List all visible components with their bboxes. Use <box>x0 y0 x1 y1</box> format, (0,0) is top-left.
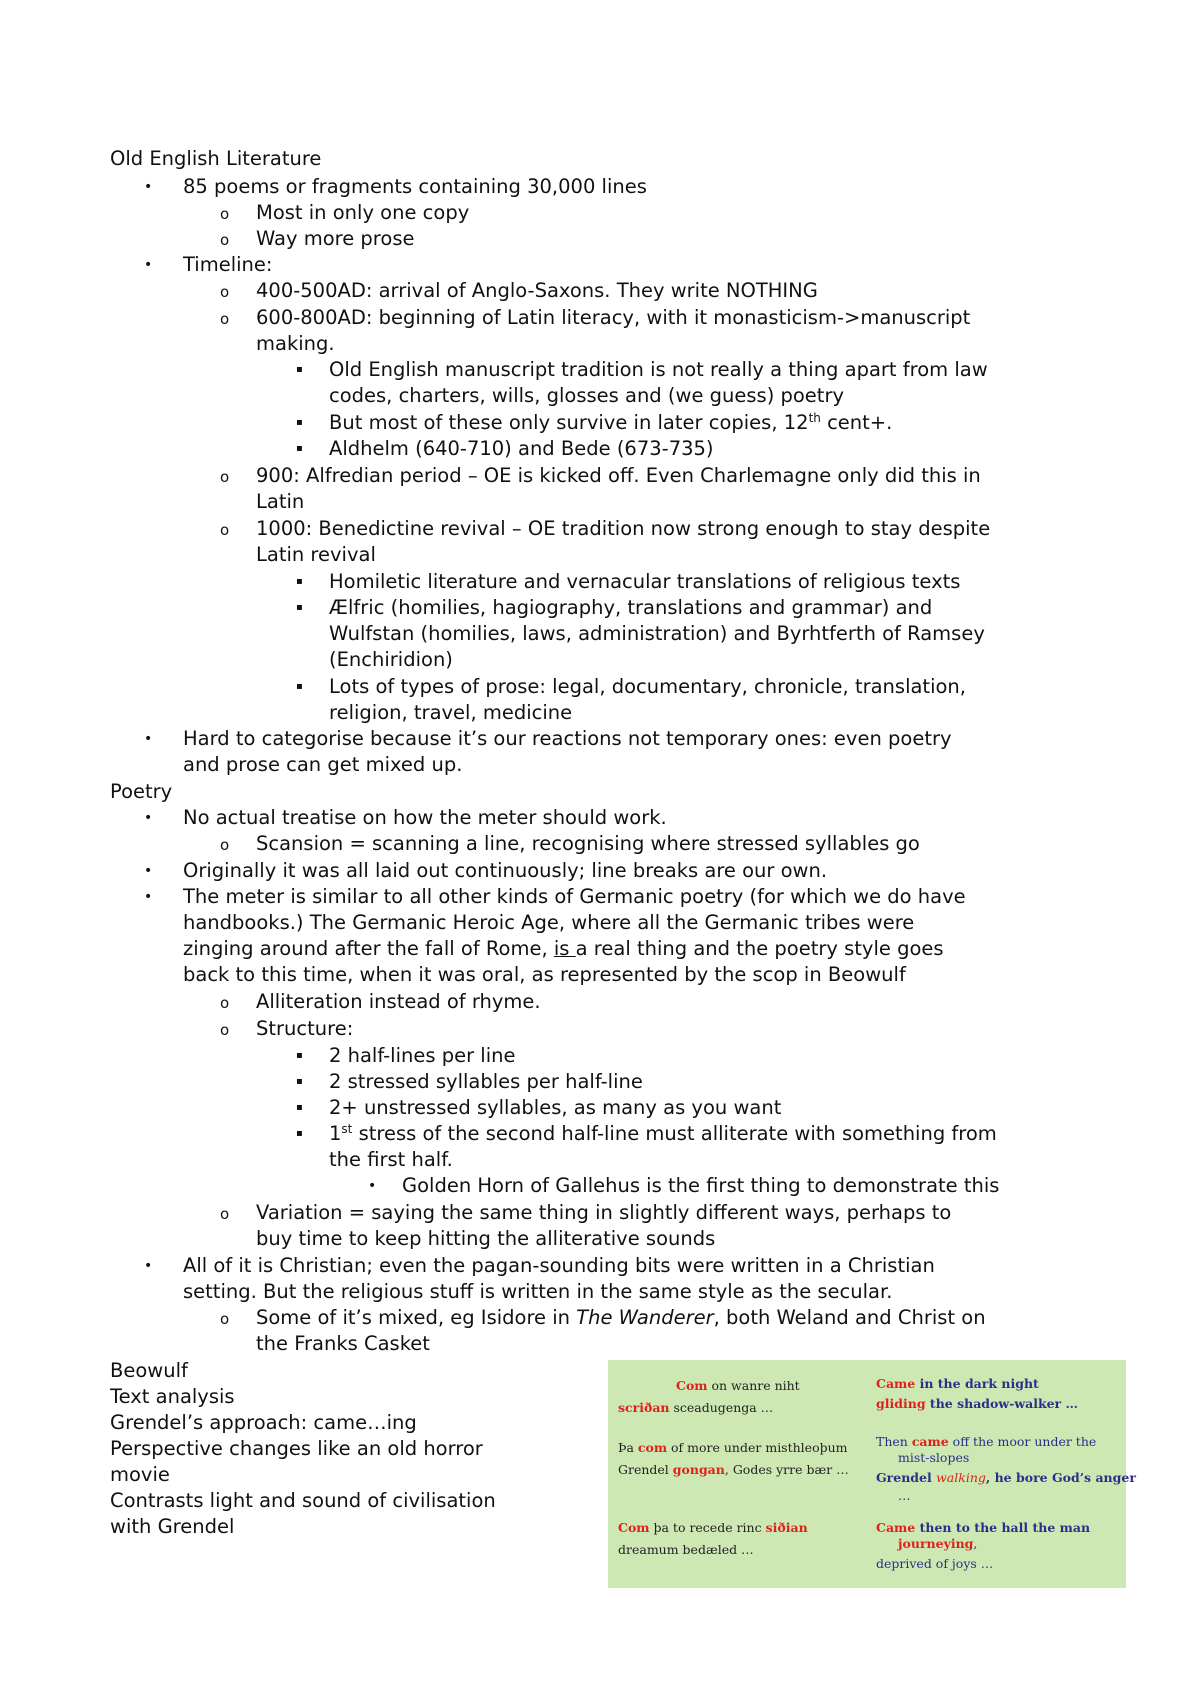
oe-line: Timeline: <box>183 253 273 276</box>
poetry-line: 2+ unstressed syllables, as many as you want <box>329 1096 782 1119</box>
beowulf-line: with Grendel <box>110 1515 235 1538</box>
bullet-square: ▪ <box>296 443 303 454</box>
bullet-square: ▪ <box>296 1128 303 1139</box>
poetry-line: Alliteration instead of rhyme. <box>256 990 541 1013</box>
poetry-line: handbooks.) The Germanic Heroic Age, where all the Germanic tribes were <box>183 911 915 934</box>
oe-line: Latin revival <box>256 543 376 566</box>
poetry-line: Scansion = scanning a line, recognising where stressed syllables go <box>256 832 920 855</box>
en-verse-line: journeying, <box>898 1536 978 1551</box>
section-heading-beowulf: Beowulf <box>110 1359 188 1382</box>
oe-verse-line: Grendel gongan, Godes yrre bær … <box>618 1462 849 1477</box>
bullet-disc: • <box>144 863 153 879</box>
beowulf-line: Text analysis <box>110 1385 235 1408</box>
en-verse-line: deprived of joys … <box>876 1556 994 1571</box>
en-verse-line: Grendel walking, he bore God’s anger <box>876 1470 1136 1485</box>
oe-verse-line: Þa com of more under misthleoþum <box>618 1440 848 1455</box>
bullet-circle: o <box>220 283 230 301</box>
poetry-line: setting. But the religious stuff is written in the same style as the secular. <box>183 1280 893 1303</box>
oe-line: 85 poems or fragments containing 30,000 lines <box>183 175 647 198</box>
oe-line: Old English manuscript tradition is not really a thing apart from law <box>329 358 988 381</box>
bullet-circle: o <box>220 468 230 486</box>
bullet-disc: • <box>144 257 153 273</box>
bullet-disc: • <box>368 1178 377 1194</box>
en-verse-line: mist-slopes <box>898 1450 970 1465</box>
bullet-square: ▪ <box>296 681 303 692</box>
en-verse-line: Came then to the hall the man <box>876 1520 1091 1535</box>
poetry-line: No actual treatise on how the meter should work. <box>183 806 667 829</box>
oe-line: Homiletic literature and vernacular translations of religious texts <box>329 570 961 593</box>
poetry-line: Variation = saying the same thing in slightly different ways, perhaps to <box>256 1201 952 1224</box>
bullet-disc: • <box>144 889 153 905</box>
oe-verse-line: Com on wanre niht <box>676 1378 800 1393</box>
oe-line: Lots of types of prose: legal, documentary, chronicle, translation, <box>329 675 966 698</box>
en-verse-line: Then came off the moor under the <box>876 1434 1097 1449</box>
poetry-line: zinging around after the fall of Rome, is a real thing and the poetry style goes <box>183 937 944 960</box>
beowulf-line: Contrasts light and sound of civilisation <box>110 1489 496 1512</box>
bullet-square: ▪ <box>296 417 303 428</box>
bullet-circle: o <box>220 994 230 1012</box>
bullet-square: ▪ <box>296 1102 303 1113</box>
oe-line: Wulfstan (homilies, laws, administration) and Byrhtferth of Ramsey <box>329 622 985 645</box>
bullet-square: ▪ <box>296 576 303 587</box>
oe-line: 400-500AD: arrival of Anglo-Saxons. They write NOTHING <box>256 279 818 302</box>
doc-title: Old English Literature <box>110 147 322 170</box>
bullet-circle: o <box>220 836 230 854</box>
oe-line: Ælfric (homilies, hagiography, translations and grammar) and <box>329 596 933 619</box>
en-verse-line: gliding the shadow-walker … <box>876 1396 1078 1411</box>
poetry-line: All of it is Christian; even the pagan-sounding bits were written in a Christian <box>183 1254 935 1277</box>
en-verse-line: Came in the dark night <box>876 1376 1039 1391</box>
bullet-square: ▪ <box>296 602 303 613</box>
oe-verse-line: scriðan sceadugenga … <box>618 1400 774 1415</box>
bullet-disc: • <box>144 810 153 826</box>
bullet-circle: o <box>220 1205 230 1223</box>
oe-line: and prose can get mixed up. <box>183 753 463 776</box>
beowulf-translation-image <box>608 1360 1136 1588</box>
en-verse-line: … <box>898 1488 911 1503</box>
oe-line: codes, charters, wills, glosses and (we guess) poetry <box>329 384 845 407</box>
oe-line: Most in only one copy <box>256 201 470 224</box>
poetry-line: back to this time, when it was oral, as represented by the scop in Beowulf <box>183 963 906 986</box>
bullet-circle: o <box>220 521 230 539</box>
oe-line: Hard to categorise because it’s our reactions not temporary ones: even poetry <box>183 727 952 750</box>
bullet-disc: • <box>144 731 153 747</box>
bullet-circle: o <box>220 310 230 328</box>
oe-line: Way more prose <box>256 227 415 250</box>
poetry-line: Some of it’s mixed, eg Isidore in The Wanderer, both Weland and Christ on <box>256 1306 986 1329</box>
bullet-circle: o <box>220 1021 230 1039</box>
poetry-line: Golden Horn of Gallehus is the first thing to demonstrate this <box>402 1174 1000 1197</box>
beowulf-line: Grendel’s approach: came…ing <box>110 1411 417 1434</box>
poetry-line: The meter is similar to all other kinds of Germanic poetry (for which we do have <box>183 885 966 908</box>
poetry-line: 1st stress of the second half-line must alliterate with something from <box>329 1122 997 1145</box>
bullet-circle: o <box>220 1310 230 1328</box>
poetry-line: Structure: <box>256 1017 354 1040</box>
oe-verse-line: dreamum bedæled … <box>618 1542 754 1557</box>
poetry-line: the first half. <box>329 1148 453 1171</box>
section-heading-poetry: Poetry <box>110 780 173 803</box>
bullet-square: ▪ <box>296 1050 303 1061</box>
oe-line: 1000: Benedictine revival – OE tradition now strong enough to stay despite <box>256 517 991 540</box>
oe-line: 600-800AD: beginning of Latin literacy, with it monasticism->manuscript <box>256 306 971 329</box>
poetry-line: Originally it was all laid out continuously; line breaks are our own. <box>183 859 828 882</box>
poetry-line: 2 half-lines per line <box>329 1044 516 1067</box>
oe-line: Aldhelm (640-710) and Bede (673-735) <box>329 437 714 460</box>
beowulf-line: movie <box>110 1463 170 1486</box>
bullet-square: ▪ <box>296 364 303 375</box>
oe-line: Latin <box>256 490 305 513</box>
bullet-disc: • <box>144 1258 153 1274</box>
oe-line: But most of these only survive in later copies, 12th cent+. <box>329 411 893 434</box>
bullet-disc: • <box>144 179 153 195</box>
bullet-square: ▪ <box>296 1076 303 1087</box>
oe-line: 900: Alfredian period – OE is kicked off. Even Charlemagne only did this in <box>256 464 981 487</box>
poetry-line: 2 stressed syllables per half-line <box>329 1070 643 1093</box>
oe-line: religion, travel, medicine <box>329 701 573 724</box>
bullet-circle: o <box>220 205 230 223</box>
bullet-circle: o <box>220 231 230 249</box>
oe-line: (Enchiridion) <box>329 648 453 671</box>
poetry-line: the Franks Casket <box>256 1332 430 1355</box>
poetry-line: buy time to keep hitting the alliterative sounds <box>256 1227 716 1250</box>
oe-line: making. <box>256 332 335 355</box>
oe-verse-line: Com þa to recede rinc siðian <box>618 1520 808 1535</box>
beowulf-line: Perspective changes like an old horror <box>110 1437 483 1460</box>
